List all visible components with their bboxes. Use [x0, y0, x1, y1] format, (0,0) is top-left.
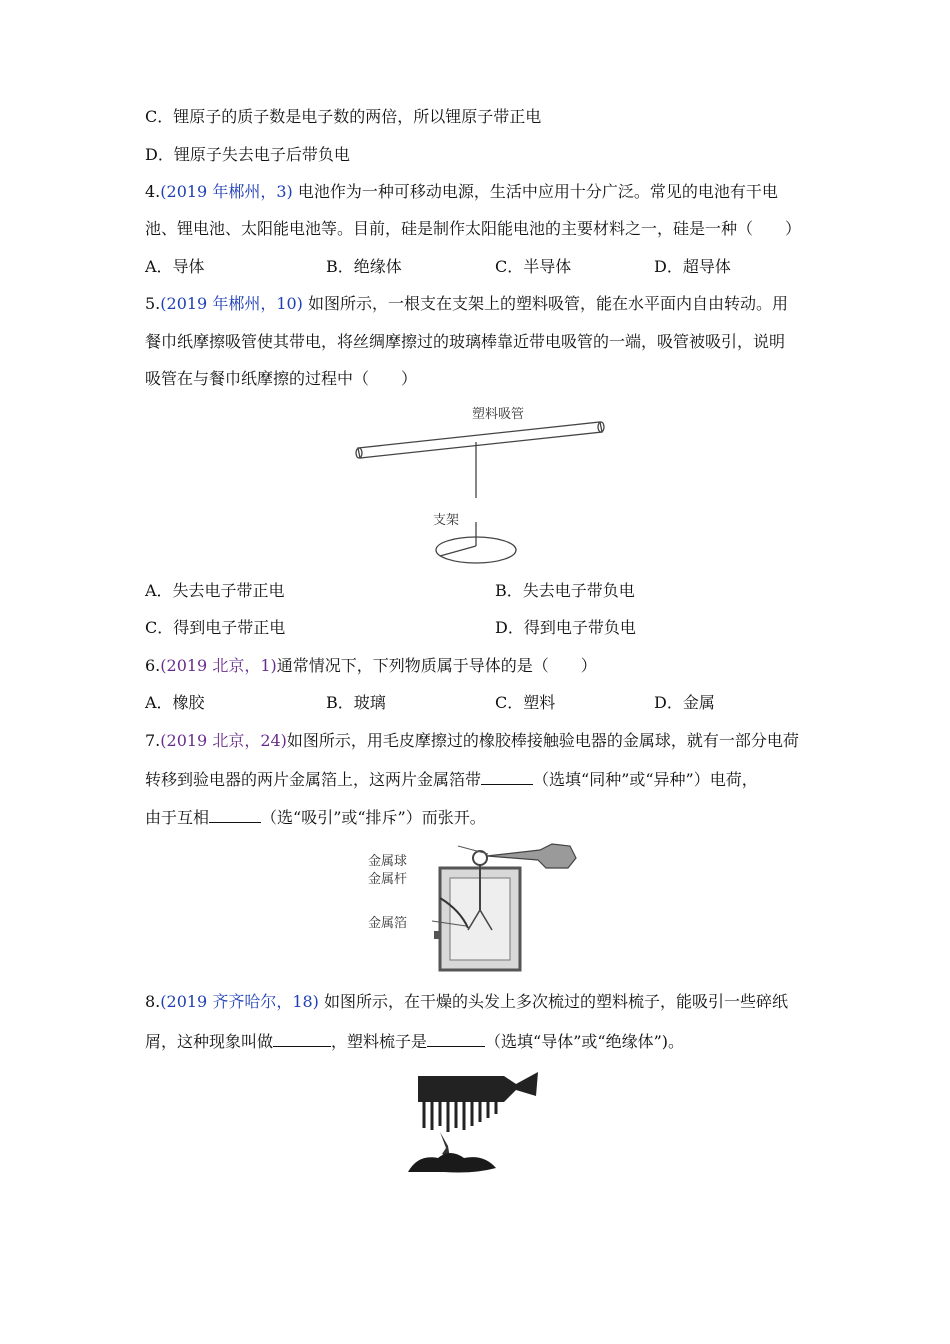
q5-text-1: 如图所示，一根支在支架上的塑料吸管，能在水平面内自由转动。用 [302, 294, 789, 313]
paper-scraps-pile [408, 1153, 496, 1173]
q7-answer-blank-2[interactable] [209, 806, 261, 823]
q7-source: (2019 北京，24) [160, 731, 287, 750]
q6-stem [145, 656, 597, 676]
q7-number: 7. [145, 731, 161, 750]
q7-text-1: 如图所示，用毛皮摩擦过的橡胶棒接触验电器的金属球，就有一部分电荷 [286, 731, 799, 750]
q7-stem-line2 [145, 768, 758, 790]
q4-text-1: 电池作为一种可移动电源，生活中应用十分广泛。常见的电池有干电 [292, 182, 778, 201]
case-knob [434, 931, 440, 939]
q7-answer-blank-1[interactable] [481, 768, 533, 785]
q8-text-1: 如图所示，在干燥的头发上多次梳过的塑料梳子，能吸引一些碎纸 [318, 992, 789, 1011]
q8-stem-line2 [145, 1030, 684, 1052]
q6-option-a: A．橡胶 [145, 693, 205, 712]
q8-stem-line1 [145, 992, 788, 1012]
q4-option-d: D．超导体 [654, 257, 731, 276]
q6-option-b: B．玻璃 [326, 693, 386, 712]
comb-body [418, 1072, 538, 1102]
q8-answer-blank-2[interactable] [427, 1030, 485, 1047]
q5-label-stand: 支架 [433, 513, 460, 528]
q3-option-c: C．锂原子的质子数是电子数的两倍，所以锂原子带正电 [145, 107, 542, 126]
q7-stem-line3 [145, 806, 486, 828]
q7-text-2b: （选填“同种”或“异种”）电荷， [533, 770, 758, 789]
q6-text-1: 通常情况下，下列物质属于导体的是（ ） [276, 656, 597, 675]
q5-option-a: A．失去电子带正电 [145, 581, 285, 600]
q5-figure-straw-stand [350, 398, 610, 570]
comb-drawing [404, 1068, 544, 1176]
q5-source: (2019 年郴州，10) [160, 294, 303, 313]
q8-figure-comb [404, 1068, 544, 1176]
q4-number: 4. [145, 182, 161, 201]
q7-stem-line1 [145, 731, 799, 751]
hand-holding-rod [487, 844, 576, 868]
q4-option-c: C．半导体 [495, 257, 572, 276]
q4-stem-line1 [145, 182, 778, 202]
q6-number: 6. [145, 656, 161, 675]
q7-text-3a: 由于互相 [145, 808, 210, 827]
q7-text-3b: （选“吸引”或“排斥”）而张开。 [261, 808, 486, 827]
stand-base-radius [440, 546, 476, 556]
straw-shape [358, 422, 602, 458]
q5-option-c: C．得到电子带正电 [145, 618, 286, 637]
q4-stem-line2: 池、锂电池、太阳能电池等。目前，硅是制作太阳能电池的主要材料之一，硅是一种（ ） [145, 219, 802, 238]
straw-stand-drawing [350, 398, 610, 570]
q8-text-2a: 屑，这种现象叫做 [145, 1032, 274, 1051]
q5-option-b: B．失去电子带负电 [495, 581, 635, 600]
q4-option-a: A．导体 [145, 257, 205, 276]
q8-answer-blank-1[interactable] [273, 1030, 331, 1047]
q8-text-2c: （选填“导体”或“绝缘体”)。 [485, 1032, 684, 1051]
q7-label-rod: 金属杆 [368, 872, 408, 887]
q4-option-b: B．绝缘体 [326, 257, 402, 276]
q8-source: (2019 齐齐哈尔，18) [160, 992, 319, 1011]
q6-option-c: C．塑料 [495, 693, 556, 712]
q6-source: (2019 北京，1) [160, 656, 277, 675]
label-pointer-ball [458, 846, 488, 854]
q8-number: 8. [145, 992, 161, 1011]
q7-figure-electroscope [362, 838, 582, 974]
q7-label-foil: 金属箔 [368, 916, 408, 931]
q5-stem-line2: 餐巾纸摩擦吸管使其带电，将丝绸摩擦过的玻璃棒靠近带电吸管的一端，吸管被吸引，说明 [145, 332, 786, 351]
q3-option-d: D．锂原子失去电子后带负电 [145, 145, 350, 164]
q5-option-d: D．得到电子带负电 [495, 618, 636, 637]
q5-number: 5. [145, 294, 161, 313]
q4-source: (2019 年郴州，3) [160, 182, 293, 201]
q8-text-2b: ，塑料梳子是 [331, 1032, 428, 1051]
q7-text-2a: 转移到验电器的两片金属箔上，这两片金属箔带 [145, 770, 482, 789]
q5-label-straw: 塑料吸管 [472, 407, 525, 422]
q6-option-d: D．金属 [654, 693, 715, 712]
q5-stem-line1 [145, 294, 788, 314]
q5-stem-line3: 吸管在与餐巾纸摩擦的过程中（ ） [145, 369, 418, 388]
q7-label-ball: 金属球 [368, 854, 408, 869]
